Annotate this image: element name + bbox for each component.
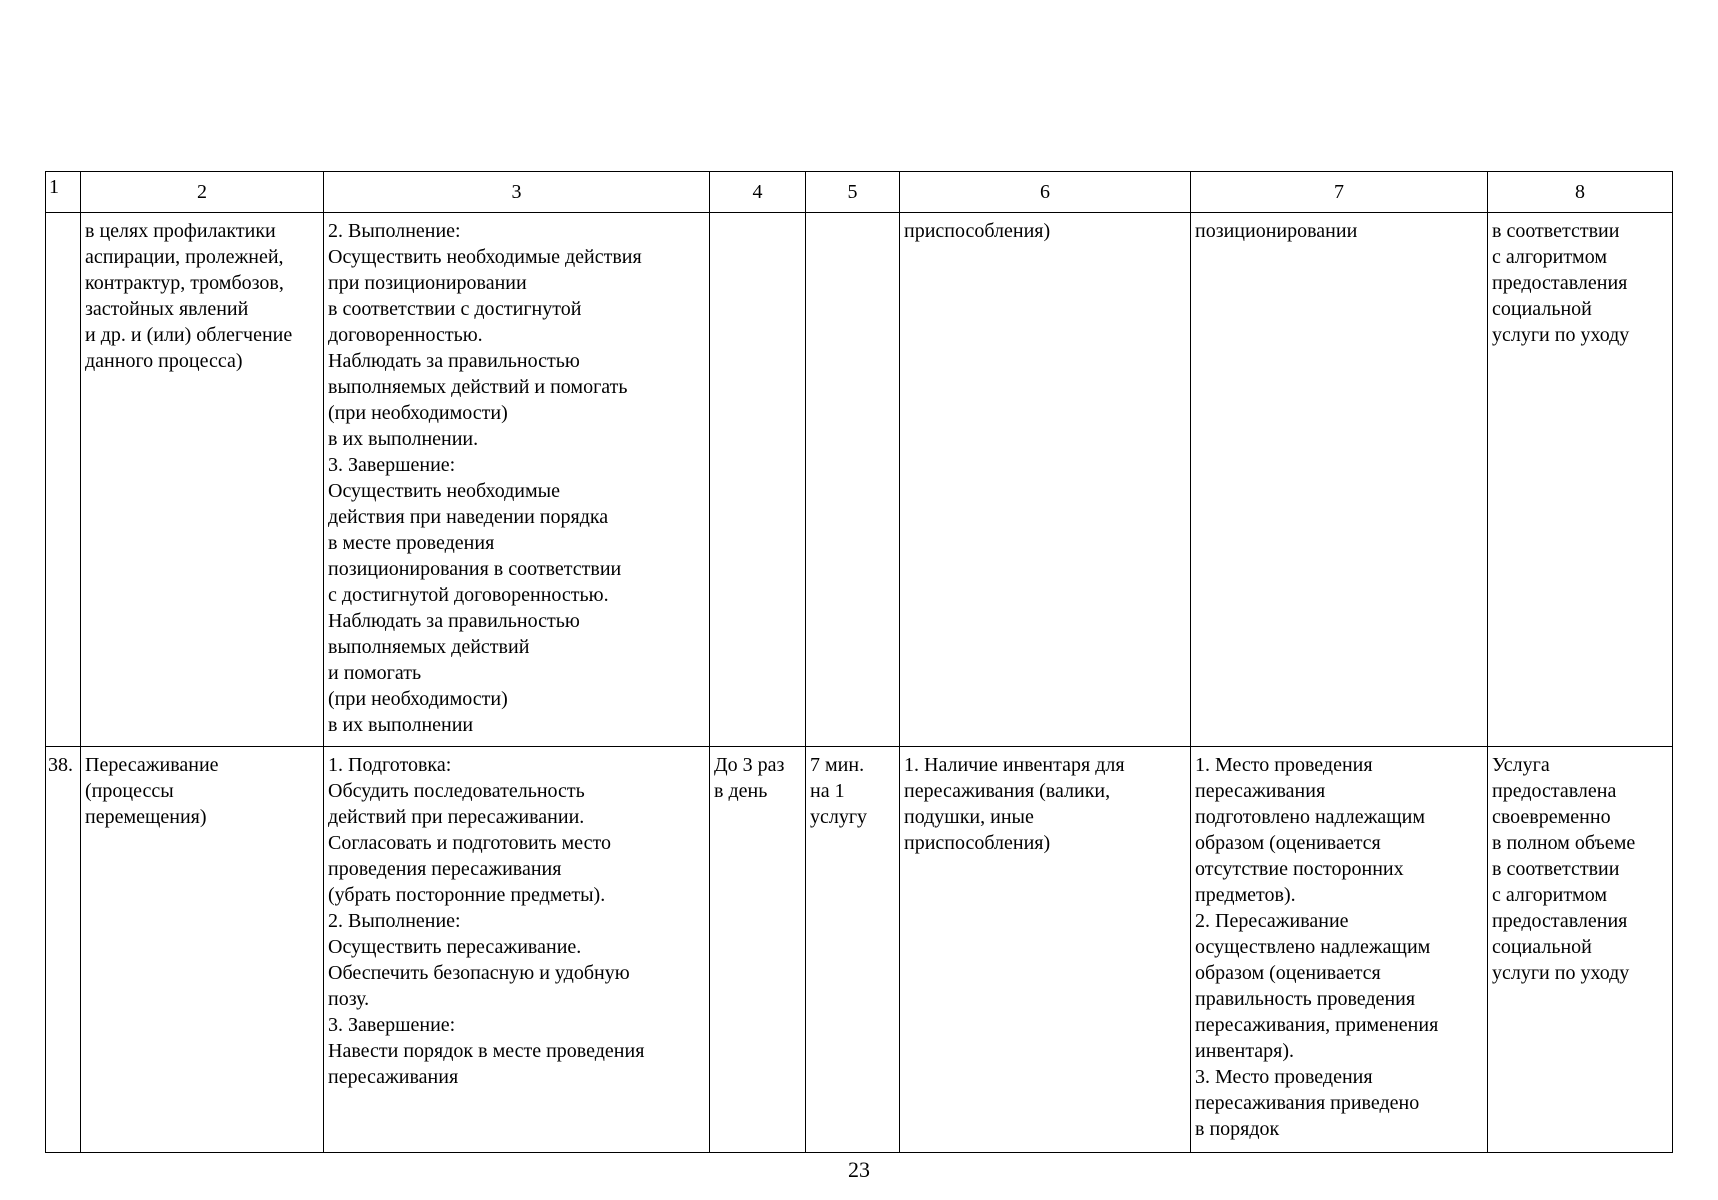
duration-cell (806, 213, 900, 747)
service-description-cell: 1. Подготовка: Обсудить последовательность действий при пересаживании. Согласовать и подготовить место проведения пересаживания (убрать посторонние предметы). 2. Выполнение: Осуществить пересаживание. Обеспечить безопасную и удобную позу. 3. Завершение: Навести порядок в месте проведения пересаживания (324, 747, 710, 1153)
frequency-cell: До 3 раз в день (710, 747, 806, 1153)
service-description-cell: 2. Выполнение: Осуществить необходимые действия при позиционировании в соответствии с достигнутой договоренностью. Наблюдать за правильностью выполняемых действий и помогать (при необходимости) в их выполнении. 3. Завершение: Осуществить необходимые действия при наведении порядка в месте проведения позиционирования в соответствии с достигнутой договоренностью. Наблюдать за правильностью выполняемых действий и помогать (при необходимости) в их выполнении (324, 213, 710, 747)
quality-indicators-cell: 1. Место проведения пересаживания подготовлено надлежащим образом (оценивается отсутствие посторонних предметов). 2. Пересаживание осуществлено надлежащим образом (оценивается правильность проведения пересаживания, применения инвентаря). 3. Место проведения пересаживания приведено в порядок (1191, 747, 1488, 1153)
row-number-cell (46, 213, 81, 747)
evaluation-cell: в соответствии с алгоритмом предоставления социальной услуги по уходу (1488, 213, 1673, 747)
header-col-4: 4 (710, 172, 806, 213)
header-col-3: 3 (324, 172, 710, 213)
header-col-6: 6 (900, 172, 1191, 213)
service-name-cell: Пересаживание (процессы перемещения) (81, 747, 324, 1153)
header-col-1: 1 (46, 172, 81, 213)
frequency-cell (710, 213, 806, 747)
evaluation-cell: Услуга предоставлена своевременно в полном объеме в соответствии с алгоритмом предоставления социальной услуги по уходу (1488, 747, 1673, 1153)
inventory-cell: приспособления) (900, 213, 1191, 747)
service-name-cell: в целях профилактики аспирации, пролежней, контрактур, тромбозов, застойных явлений и др. и (или) облегчение данного процесса) (81, 213, 324, 747)
duration-cell: 7 мин. на 1 услугу (806, 747, 900, 1153)
column-number-header-row (46, 172, 1673, 213)
quality-indicators-cell: позиционировании (1191, 213, 1488, 747)
table-row-38 (46, 747, 1673, 1153)
header-col-8: 8 (1488, 172, 1673, 213)
header-col-7: 7 (1191, 172, 1488, 213)
table-row-continued (46, 213, 1673, 747)
header-col-2: 2 (81, 172, 324, 213)
header-col-5: 5 (806, 172, 900, 213)
row-number-cell: 38. (46, 747, 81, 1153)
page-number: 23 (848, 1157, 870, 1182)
inventory-cell: 1. Наличие инвентаря для пересаживания (валики, подушки, иные приспособления) (900, 747, 1191, 1153)
services-table (45, 171, 1673, 1153)
